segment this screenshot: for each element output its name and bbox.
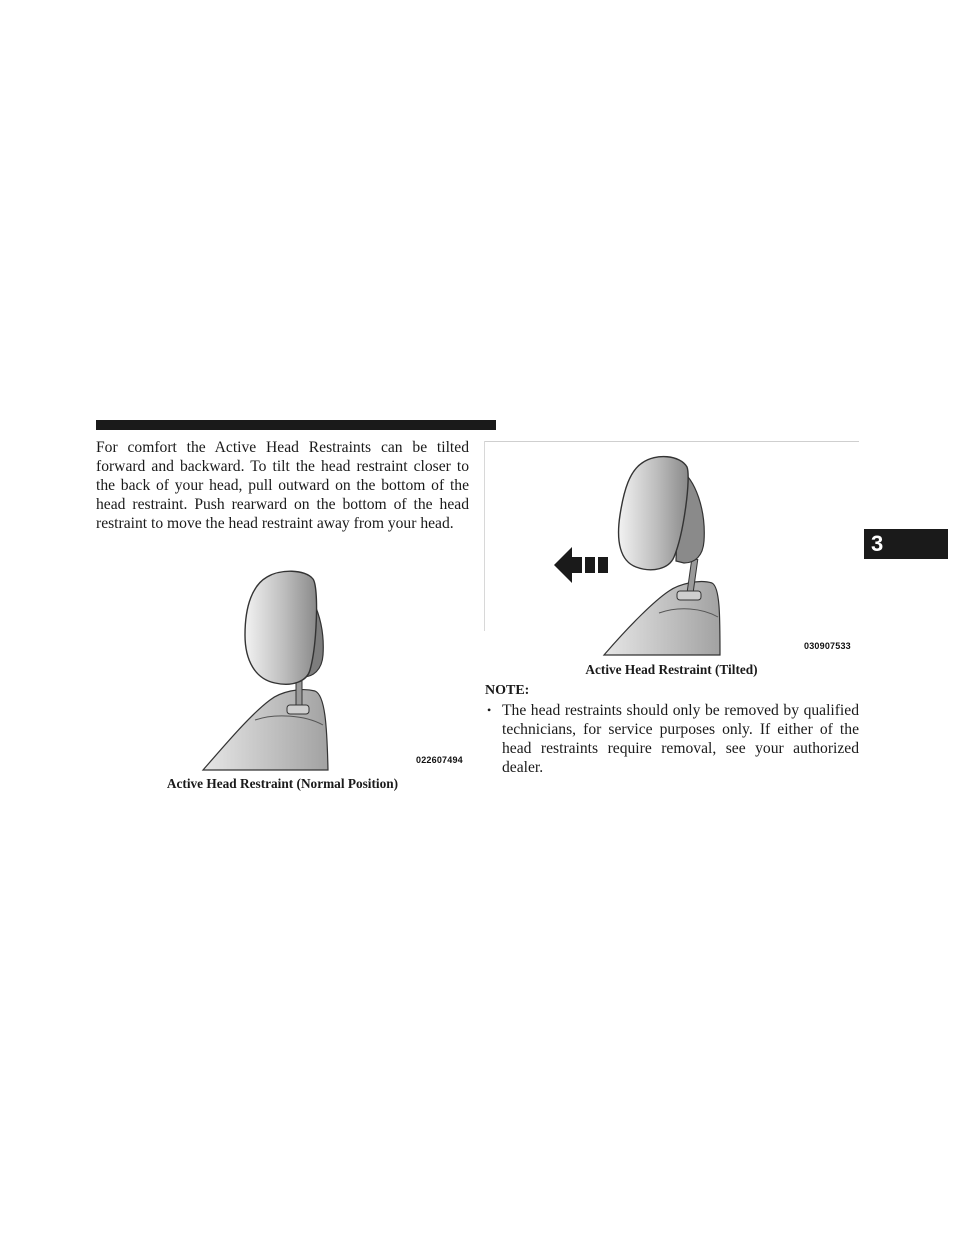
figure-caption-normal: Active Head Restraint (Normal Position) (166, 776, 399, 791)
figure-code: 030907533 (804, 641, 851, 651)
section-divider-bar (96, 420, 496, 430)
figure-code: 022607494 (416, 755, 463, 765)
figure-head-restraint-normal (195, 565, 470, 772)
head-restraint-normal-illustration (195, 565, 470, 772)
figure-head-restraint-tilted (484, 441, 859, 657)
arrow-left-icon (554, 547, 582, 583)
note-label: NOTE: (485, 683, 530, 698)
head-restraint-tilted-illustration (484, 441, 859, 657)
body-paragraph: For comfort the Active Head Restraints can be tilted forward and backward. To tilt the head restraint closer to the back of your head, pull outward on the bottom of the head restraint. Push rearward on the bottom of the head restraint to move the head restraint away from your head. (96, 439, 469, 532)
note-text: The head restraints should only be removed by qualified technicians, for service purposes only. If either of the head restraints require removal, see your authorized dealer. (502, 702, 859, 776)
bullet-icon: • (487, 703, 492, 717)
figure-caption-tilted: Active Head Restraint (Tilted) (585, 662, 758, 677)
list-item (485, 701, 859, 777)
section-tab: 3 (864, 529, 948, 559)
note-list (485, 701, 859, 777)
